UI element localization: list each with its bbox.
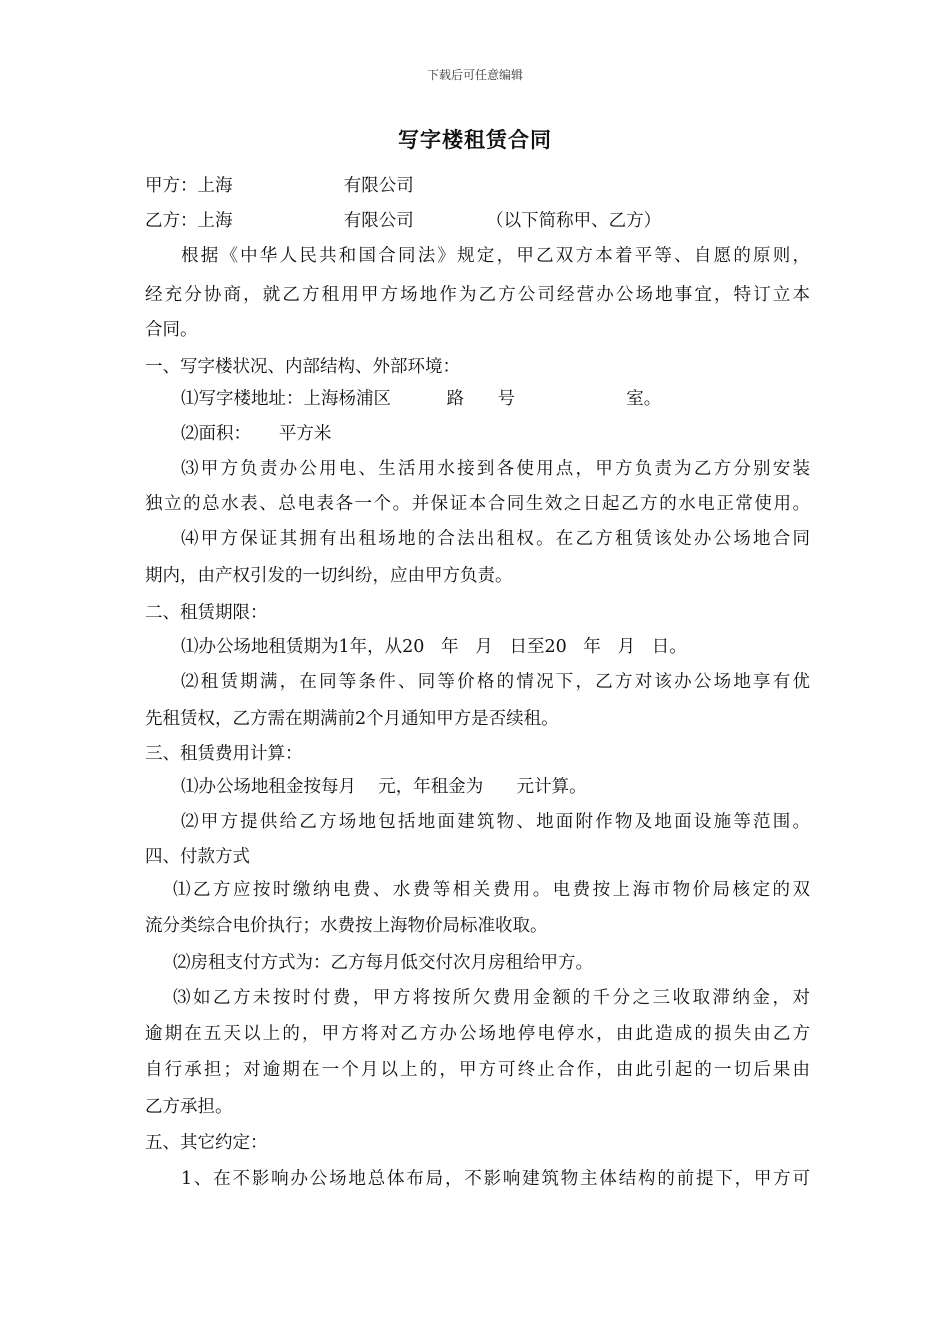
clause-5-1-line-1: 1、在不影响办公场地总体布局，不影响建筑物主体结构的前提下，甲方可 [181,1169,810,1189]
clause-1-3-line-2: 独立的总水表、总电表各一个。并保证本合同生效之日起乙方的水电正常使用。 [145,494,810,514]
clause-4-2: ⑵房租支付方式为：乙方每月低交付次月房租给甲方。 [173,953,593,973]
clause-3-1: ⑴办公场地租金按每月 元，年租金为 元计算。 [181,777,587,797]
section-4-heading: 四、付款方式 [145,847,250,867]
preamble-line-2: 经充分协商，就乙方租用甲方场地作为乙方公司经营办公场地事宜，特订立本 [145,285,810,305]
clause-1-2: ⑵面积： 平方米 [181,424,332,444]
clause-4-1-line-1: ⑴乙方应按时缴纳电费、水费等相关费用。电费按上海市物价局核定的双 [173,880,810,900]
preamble-line-1: 根据《中华人民共和国合同法》规定，甲乙双方本着平等、自愿的原则， [181,246,810,266]
section-1-heading: 一、写字楼状况、内部结构、外部环境： [145,357,460,377]
party-b-line: 乙方：上海 有限公司 （以下简称甲、乙方） [145,211,662,231]
preamble-line-3: 合同。 [145,320,198,340]
contract-title: 写字楼租赁合同 [398,127,552,152]
clause-4-3-line-1: ⑶如乙方未按时付费，甲方将按所欠费用金额的千分之三收取滞纳金，对 [173,988,810,1008]
clause-3-2: ⑵甲方提供给乙方场地包括地面建筑物、地面附作物及地面设施等范围。 [181,812,810,832]
section-3-heading: 三、租赁费用计算： [145,744,303,764]
clause-2-1: ⑴办公场地租赁期为1年，从20 年 月 日至20 年 月 日。 [181,637,687,657]
clause-4-3-line-4: 乙方承担。 [145,1097,233,1117]
clause-1-4-line-1: ⑷甲方保证其拥有出租场地的合法出租权。在乙方租赁该处办公场地合同 [181,529,810,549]
clause-2-2-line-2: 先租赁权，乙方需在期满前2个月通知甲方是否续租。 [145,709,559,729]
clause-1-1: ⑴写字楼地址：上海杨浦区 路 号 室。 [181,389,662,409]
party-a-line: 甲方：上海 有限公司 [145,176,414,196]
clause-4-3-line-2: 逾期在五天以上的，甲方将对乙方办公场地停电停水，由此造成的损失由乙方 [145,1024,810,1044]
section-5-heading: 五、其它约定： [145,1133,268,1153]
page-header-note: 下载后可任意编辑 [426,68,523,82]
clause-1-4-line-2: 期内，由产权引发的一切纠纷，应由甲方负责。 [145,566,513,586]
section-2-heading: 二、租赁期限： [145,603,268,623]
clause-1-3-line-1: ⑶甲方负责办公用电、生活用水接到各使用点，甲方负责为乙方分别安装 [181,459,810,479]
clause-4-3-line-3: 自行承担；对逾期在一个月以上的，甲方可终止合作，由此引起的一切后果由 [145,1060,810,1080]
clause-2-2-line-1: ⑵租赁期满，在同等条件、同等价格的情况下，乙方对该办公场地享有优 [181,672,810,692]
clause-4-1-line-2: 流分类综合电价执行；水费按上海物价局标准收取。 [145,916,548,936]
